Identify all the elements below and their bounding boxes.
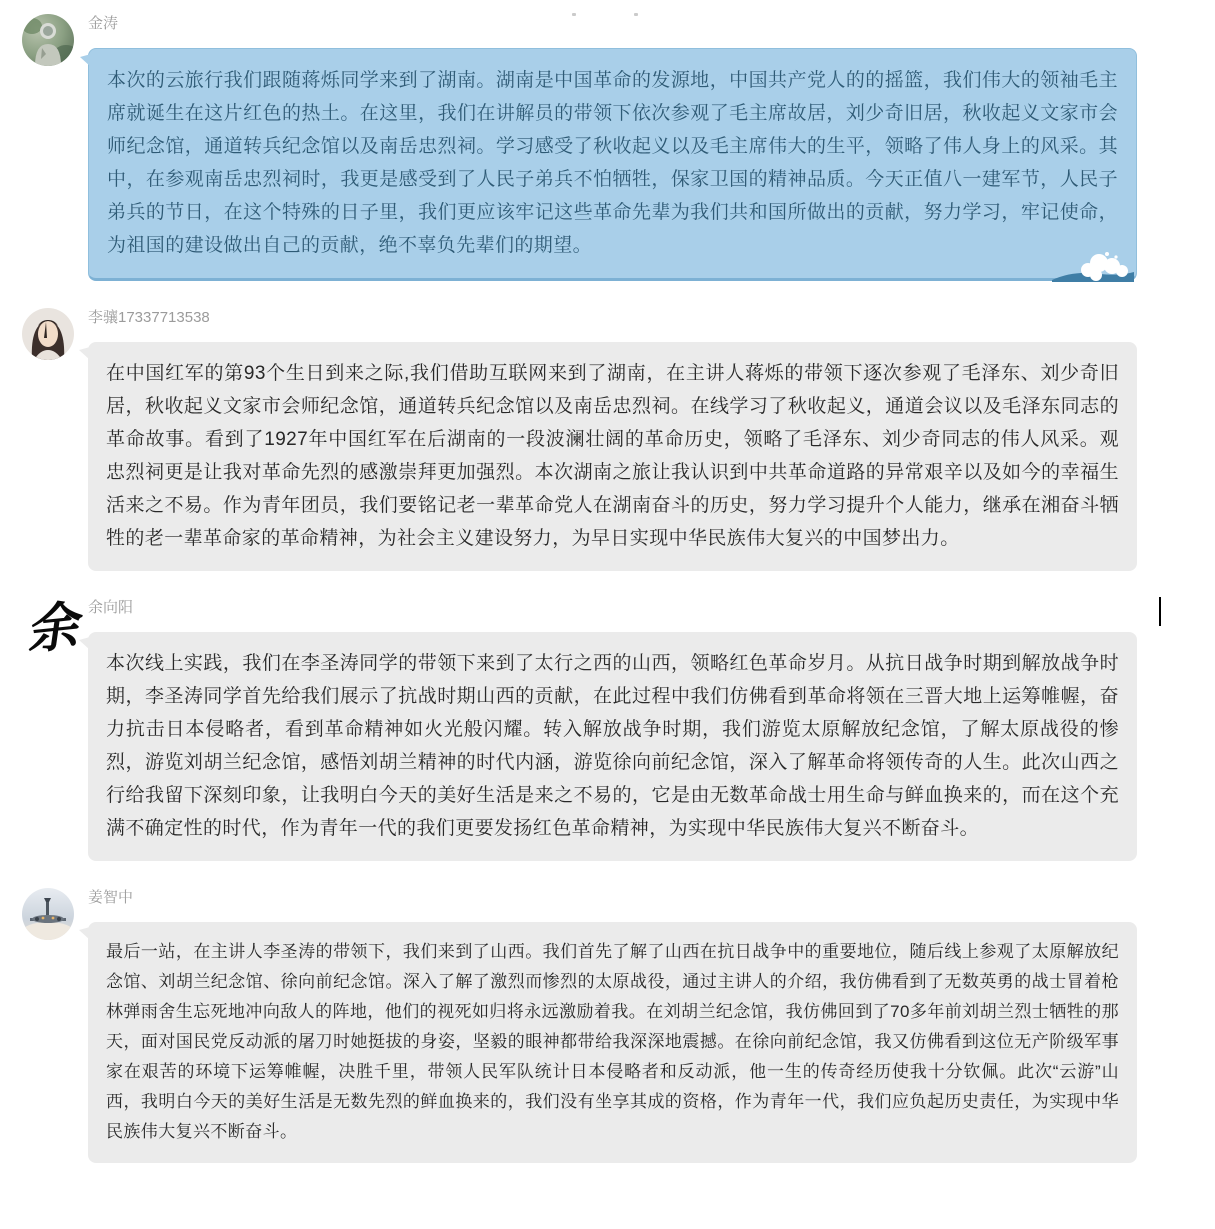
message-bubble[interactable] — [88, 48, 1137, 281]
screen-artifact — [634, 13, 638, 16]
message-row — [22, 14, 1215, 281]
message-bubble[interactable] — [88, 632, 1137, 861]
message-text: 本次线上实践，我们在李圣涛同学的带领下来到了太行之西的山西，领略红色革命岁月。从抗日战争时期到解放战争时期，李圣涛同学首先给我们展示了抗战时期山西的贡献，在此过程中我们仿佛看到革命将领在三晋大地上运筹帷幄，奋力抗击日本侵略者，看到革命精神如火光般闪耀。转入解放战争时期，我们游览太原解放纪念馆，了解太原战役的惨烈，游览刘胡兰纪念馆，感悟刘胡兰精神的时代内涵，游览徐向前纪念馆，深入了解革命将领传奇的人生。此次山西之行给我留下深刻印象，让我明白今天的美好生活是来之不易的，它是由无数革命战士用生命与鲜血换来的，而在这个充满不确定性的时代，作为青年一代的我们更要发扬红色革命精神，为实现中华民族伟大复兴不断奋斗。 — [106, 653, 1119, 839]
woman-portrait-photo-icon — [22, 308, 74, 360]
message-row — [22, 595, 1215, 861]
sender-name: 姜智中 — [88, 889, 134, 906]
sender-name: 李骧17337713538 — [88, 309, 210, 326]
avatar[interactable] — [22, 308, 74, 360]
screen-artifact — [572, 13, 576, 16]
person-in-camouflage-photo-icon — [22, 14, 74, 66]
sender-name: 余向阳 — [88, 599, 134, 616]
text-cursor — [1159, 597, 1161, 626]
message-text: 最后一站，在主讲人李圣涛的带领下，我们来到了山西。我们首先了解了山西在抗日战争中的重要地位，随后线上参观了太原解放纪念馆、刘胡兰纪念馆、徐向前纪念馆。深入了解了激烈而惨烈的太原战役，通过主讲人的介绍，我仿佛看到了无数英勇的战士冒着枪林弹雨舍生忘死地冲向敌人的阵地，他们的视死如归将永远激励着我。在刘胡兰纪念馆，我仿佛回到了70多年前刘胡兰烈士牺牲的那天，面对国民党反动派的屠刀时她挺拔的身姿，坚毅的眼神都带给我深深地震撼。在徐向前纪念馆，我又仿佛看到这位无产阶级军事家在艰苦的环境下运筹帷幄，决胜千里，带领人民军队统计日本侵略者和反动派，他一生的传奇经历使我十分钦佩。此次“云游”山西，我明白今天的美好生活是无数先烈的鲜血换来的，我们没有坐享其成的资格，作为青年一代，我们应负起历史责任，为实现中华民族伟大复兴不断奋斗。 — [106, 942, 1119, 1141]
bubble-tail — [79, 927, 90, 940]
message-row — [22, 308, 1215, 571]
message-bubble[interactable] — [88, 342, 1137, 571]
avatar[interactable] — [22, 14, 74, 66]
cloud-wave-decoration-icon — [1050, 250, 1134, 282]
message-row — [22, 888, 1215, 1163]
sender-name: 金涛 — [88, 15, 119, 32]
calligraphy-yu-avatar[interactable]: 余 — [22, 595, 81, 662]
bubble-tail — [80, 54, 91, 67]
bubble-tail — [79, 347, 90, 360]
message-bubble[interactable] — [88, 922, 1137, 1163]
message-text: 在中国红军的第93个生日到来之际,我们借助互联网来到了湖南，在主讲人蒋烁的带领下逐次参观了毛泽东、刘少奇旧居，秋收起义文家市会师纪念馆，通道转兵纪念馆以及南岳忠烈祠。在线学习了秋收起义，通道会议以及毛泽东同志的革命故事。看到了1927年中国红军在后湖南的一段波澜壮阔的革命历史，领略了毛泽东、刘少奇同志的伟人风采。观忠烈祠更是让我对革命先烈的感激崇拜更加强烈。本次湖南之旅让我认识到中共革命道路的异常艰辛以及如今的幸福生活来之不易。作为青年团员，我们要铭记老一辈革命党人在湖南奋斗的历史，努力学习提升个人能力，继承在湘奋斗牺牲的老一辈革命家的革命精神，为社会主义建设努力，为早日实现中华民族伟大复兴的中国梦出力。 — [106, 363, 1119, 549]
message-text: 本次的云旅行我们跟随蒋烁同学来到了湖南。湖南是中国革命的发源地，中国共产党人的的摇篮，我们伟大的领袖毛主席就诞生在这片红色的热土。在这里，我们在讲解员的带领下依次参观了毛主席故居，刘少奇旧居，秋收起义文家市会师纪念馆，通道转兵纪念馆以及南岳忠烈祠。学习感受了秋收起义以及毛主席伟大的生平，领略了伟人身上的风采。其中，在参观南岳忠烈祠时，我更是感受到了人民子弟兵不怕牺牲，保家卫国的精神品质。今天正值八一建军节，人民子弟兵的节日，在这个特殊的日子里，我们更应该牢记这些革命先辈为我们共和国所做出的贡献，努力学习，牢记使命，为祖国的建设做出自己的贡献，绝不辜负先辈们的期望。 — [107, 70, 1118, 256]
bubble-tail — [79, 637, 90, 650]
aircraft-photo-icon — [22, 888, 74, 940]
avatar[interactable] — [22, 888, 74, 940]
